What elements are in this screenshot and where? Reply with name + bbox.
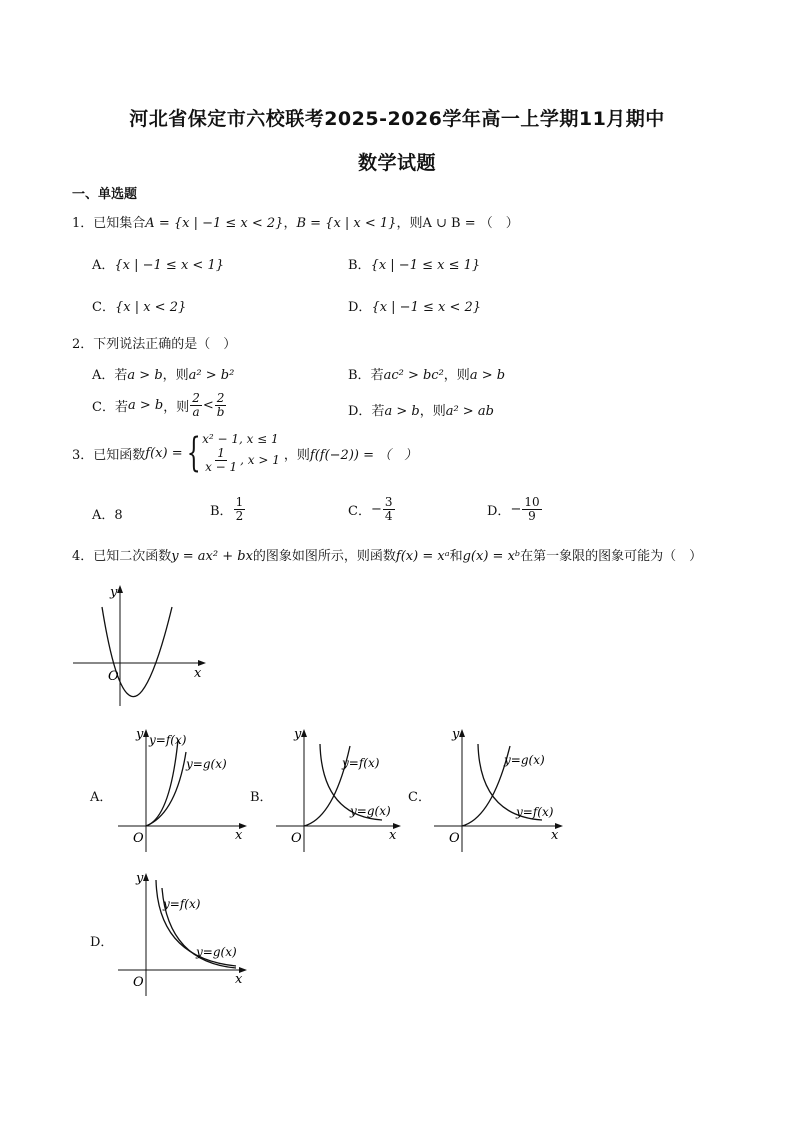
option-condition: a > b bbox=[127, 368, 163, 383]
y-axis-arrow bbox=[301, 729, 307, 737]
q4-option-a-label[interactable]: A． bbox=[90, 790, 113, 805]
option-text: {x | −1 ≤ x ≤ 1} bbox=[370, 258, 481, 273]
option-result: a² > ab bbox=[445, 404, 494, 419]
x-label: x bbox=[551, 828, 559, 843]
option-text: {x | x < 2} bbox=[114, 300, 187, 315]
option-label: D． bbox=[487, 504, 511, 519]
denominator: b bbox=[216, 405, 225, 419]
stem-text: 的图象如图所示，则函数 bbox=[252, 549, 396, 564]
q4-option-b-label[interactable]: B． bbox=[250, 790, 273, 805]
option-label: A． bbox=[92, 258, 115, 273]
curve-g bbox=[146, 752, 186, 826]
stem-text: 在第一象限的图象可能为（ ） bbox=[520, 549, 703, 564]
option-d-graph[interactable] bbox=[114, 866, 254, 996]
option-label: B． bbox=[210, 504, 233, 519]
fraction bbox=[522, 496, 541, 523]
y-label: y bbox=[136, 727, 144, 742]
q4-option-d-label[interactable]: D． bbox=[90, 935, 114, 950]
origin-label: O bbox=[133, 831, 144, 846]
question-number: 2． bbox=[72, 337, 94, 352]
fraction bbox=[383, 496, 395, 523]
option-a-graph[interactable] bbox=[114, 722, 254, 852]
question-3-stem bbox=[72, 432, 417, 474]
y-label: y bbox=[294, 727, 302, 742]
parabola-graph bbox=[68, 580, 218, 710]
option-result: a > b bbox=[469, 368, 506, 383]
option-label: D． bbox=[348, 404, 372, 419]
q3-option-c[interactable] bbox=[348, 496, 396, 523]
origin-label: O bbox=[291, 831, 302, 846]
stem-text: 和 bbox=[449, 549, 463, 564]
set-a: A = {x | −1 ≤ x < 2} bbox=[145, 216, 284, 231]
stem-tail: ，则A ∪ B = （ ） bbox=[396, 216, 519, 231]
fraction bbox=[203, 447, 239, 474]
label-g: y=g(x) bbox=[186, 757, 227, 771]
y-axis-arrow bbox=[143, 873, 149, 881]
denominator: a bbox=[192, 405, 200, 419]
q3-option-b[interactable] bbox=[210, 496, 246, 523]
origin-label: O bbox=[449, 831, 460, 846]
function-name: f(x) = bbox=[145, 445, 183, 461]
x-label: x bbox=[235, 828, 243, 843]
option-text: 8 bbox=[114, 508, 123, 523]
option-b-graph[interactable] bbox=[272, 722, 412, 852]
label-g: y=g(x) bbox=[504, 753, 545, 767]
option-word: 若 bbox=[370, 368, 384, 383]
option-word: ，则 bbox=[419, 404, 446, 419]
question-2-stem bbox=[72, 333, 236, 352]
origin-label: O bbox=[133, 975, 144, 990]
numerator: 2 bbox=[216, 391, 225, 405]
fraction bbox=[215, 392, 227, 419]
y-label: y bbox=[110, 585, 118, 600]
question-number: 1． bbox=[72, 216, 94, 231]
label-f: y=f(x) bbox=[342, 756, 380, 770]
denominator: 2 bbox=[235, 509, 244, 523]
option-word: ，则 bbox=[443, 368, 470, 383]
case-2-condition: , x > 1 bbox=[240, 453, 280, 467]
label-f: y=f(x) bbox=[516, 805, 554, 819]
option-text: {x | −1 ≤ x < 2} bbox=[371, 300, 482, 315]
option-word: ，则 bbox=[163, 400, 190, 415]
page-title: 河北省保定市六校联考2025-2026学年高一上学期11月期中 bbox=[129, 108, 665, 130]
option-label: B． bbox=[348, 368, 371, 383]
quadratic-expression: y = ax² + bx bbox=[171, 549, 253, 564]
option-word: 若 bbox=[114, 368, 128, 383]
numerator: 1 bbox=[235, 495, 244, 509]
q1-option-b[interactable] bbox=[348, 254, 480, 273]
y-label: y bbox=[452, 727, 460, 742]
y-axis-arrow bbox=[117, 585, 123, 593]
option-c-graph[interactable] bbox=[430, 722, 570, 852]
q4-option-c-label[interactable]: C． bbox=[408, 790, 431, 805]
set-b: B = {x | x < 1} bbox=[296, 216, 397, 231]
q1-option-d[interactable] bbox=[348, 296, 481, 315]
stem-tail: ，则 bbox=[283, 447, 310, 463]
numerator: 1 bbox=[217, 446, 225, 460]
option-word: ，则 bbox=[162, 368, 189, 383]
sign: − bbox=[370, 502, 382, 517]
option-word: 若 bbox=[371, 404, 385, 419]
x-label: x bbox=[194, 666, 202, 681]
option-result: a² > b² bbox=[188, 368, 235, 383]
question-4-stem bbox=[72, 545, 702, 564]
function-f: f(x) = xᵃ bbox=[395, 549, 450, 564]
q1-option-c[interactable] bbox=[92, 296, 186, 315]
case-1: x² − 1, x ≤ 1 bbox=[202, 432, 279, 446]
label-g: y=g(x) bbox=[196, 945, 237, 959]
origin-label: O bbox=[108, 669, 119, 684]
option-label: A． bbox=[92, 508, 115, 523]
curve-f bbox=[146, 740, 178, 826]
fraction bbox=[190, 392, 202, 419]
q2-option-d[interactable] bbox=[348, 400, 494, 419]
denominator: 4 bbox=[384, 509, 393, 523]
separator: ， bbox=[283, 216, 297, 231]
piecewise-cases bbox=[202, 432, 280, 474]
brace-glyph: { bbox=[186, 430, 201, 476]
q2-option-c[interactable] bbox=[92, 392, 227, 419]
option-label: D． bbox=[348, 300, 372, 315]
option-label: B． bbox=[348, 258, 371, 273]
numerator: 2 bbox=[192, 391, 200, 405]
option-text: {x | −1 ≤ x < 1} bbox=[114, 258, 224, 273]
label-g: y=g(x) bbox=[350, 804, 391, 818]
q2-option-b[interactable] bbox=[348, 364, 505, 383]
numerator: 3 bbox=[384, 495, 393, 509]
x-label: x bbox=[389, 828, 397, 843]
question-number: 4． bbox=[72, 549, 94, 564]
option-label: C． bbox=[348, 504, 371, 519]
option-condition: a > b bbox=[127, 398, 164, 413]
label-f: y=f(x) bbox=[149, 733, 187, 747]
option-condition: ac² > bc² bbox=[383, 368, 444, 383]
stem-text: 已知二次函数 bbox=[93, 549, 172, 564]
denominator: 9 bbox=[528, 509, 536, 523]
function-g: g(x) = xᵇ bbox=[462, 549, 521, 564]
stem-text: 已知集合 bbox=[93, 216, 146, 231]
section-heading: 一、单选题 bbox=[72, 187, 138, 202]
denominator: x − 1 bbox=[205, 460, 238, 474]
option-label: C． bbox=[92, 400, 115, 415]
numerator: 10 bbox=[524, 495, 540, 509]
case-2 bbox=[202, 447, 280, 474]
option-condition: a > b bbox=[384, 404, 420, 419]
question-1-stem bbox=[72, 212, 519, 231]
sign: − bbox=[510, 502, 522, 517]
relation: < bbox=[202, 398, 214, 413]
q3-option-a[interactable] bbox=[92, 504, 123, 523]
question-number: 3． bbox=[72, 447, 94, 463]
option-label: C． bbox=[92, 300, 115, 315]
q1-option-a[interactable] bbox=[92, 254, 224, 273]
page-subtitle: 数学试题 bbox=[357, 152, 436, 174]
stem-text: 已知函数 bbox=[93, 447, 146, 463]
option-word: 若 bbox=[114, 400, 128, 415]
q2-option-a[interactable] bbox=[92, 364, 234, 383]
q3-option-d[interactable] bbox=[487, 496, 543, 523]
y-label: y bbox=[136, 871, 144, 886]
fraction bbox=[234, 496, 246, 523]
x-label: x bbox=[235, 972, 243, 987]
option-label: A． bbox=[92, 368, 115, 383]
label-f: y=f(x) bbox=[163, 897, 201, 911]
y-axis-arrow bbox=[459, 729, 465, 737]
question-ask: f(f(−2)) = （ ） bbox=[309, 447, 418, 463]
stem-text: 下列说法正确的是（ ） bbox=[93, 337, 237, 352]
